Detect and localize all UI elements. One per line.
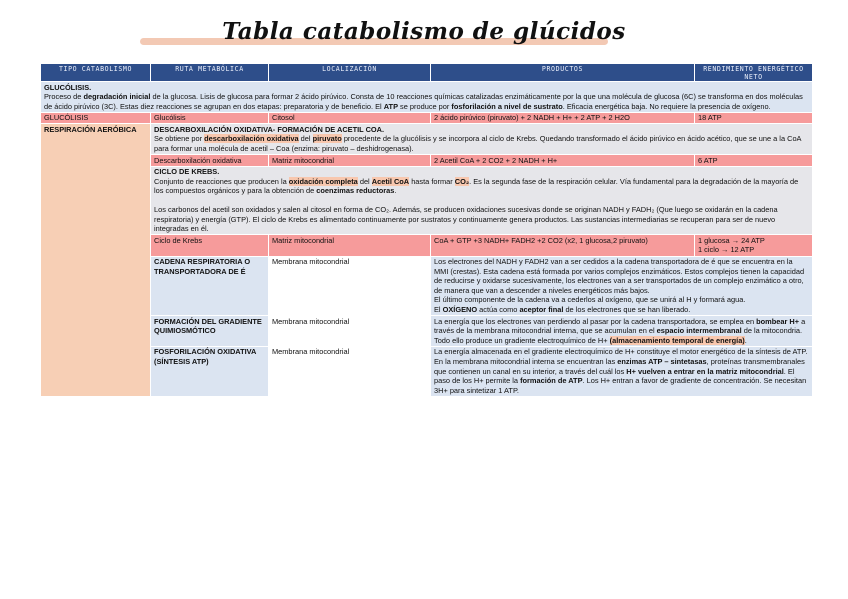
krebs-rendimiento: 1 glucosa → 24 ATP 1 ciclo → 12 ATP <box>695 235 813 256</box>
glucolisis-ruta: Glucólisis <box>151 112 269 124</box>
header-rendimiento: RENDIMIENTO ENERGÉTICO NETO <box>695 64 813 82</box>
descarb-ruta: Descarboxilación oxidativa <box>151 155 269 167</box>
krebs-paragraph-2: Los carbonos del acetil son oxidados y salen al citosol en forma de CO₂. Además, se producen oxidaciones sucesivas donde se originan NADH y FADH₂ (Que luego se oxidarán en la cadena respiratoria) y energía (GTP). El ciclo de Krebs es alimentado continuamente por sustratos y continuamente genera productos. Las sustancias intermediarias se recuperan para ser de nuevo integradas en él. <box>154 205 778 234</box>
cadena-productos: Los electrones del NADH y FADH2 van a ser cedidos a la cadena transportadora de é que se encuentra en la MMI (crestas). Esta cadena está formada por varios complejos enzimáticos. Estos complejos tienen la capacidad de reducirse y oxidarse sucesivamente, los electrones van a ser transportados de un complejo enzimático a otro, de manera que van a descender a niveles energéticos más bajos. El último componente de la cadena va a cederlos al oxígeno, que se unirá al H y formará agua. El OXÍGENO actúa como aceptor final de los electrones que se han liberado. <box>431 256 813 316</box>
glucolisis-data-row <box>41 112 813 124</box>
cadena-ruta: CADENA RESPIRATORIA O TRANSPORTADORA DE É <box>151 256 269 316</box>
descarb-data-row <box>41 155 813 167</box>
krebs-localizacion: Matriz mitocondrial <box>269 235 431 256</box>
catabolism-table <box>40 63 813 397</box>
descarb-description-row <box>41 124 813 155</box>
krebs-data-row <box>41 235 813 256</box>
header-localizacion: LOCALIZACIÓN <box>269 64 431 82</box>
header-row <box>41 64 813 82</box>
fosfo-ruta: FOSFORILACIÓN OXIDATIVA (SÍNTESIS ATP) <box>151 346 269 396</box>
descarb-heading: DESCARBOXILACIÓN OXIDATIVA- FORMACIÓN DE ACETIL COA. <box>154 124 385 134</box>
header-ruta: RUTA METABÓLICA <box>151 64 269 82</box>
quimio-productos: La energía que los electrones van perdiendo al pasar por la cadena transportadora, se emplea en bombear H+ a través de la membrana mitocondrial interna, que se acumulan en el espacio intermembranal de la mitocondria. Todo ello produce un gradiente electroquímico de H+ (almacenamiento temporal de energía). <box>431 316 813 347</box>
cadena-localizacion: Membrana mitocondrial <box>269 256 431 316</box>
glucolisis-description: GLUCÓLISIS. Proceso de degradación inicial de la glucosa. Lisis de glucosa para formar 2 ácido pirúvico. Consta de 10 reacciones químicas catalizadas enzimáticamente por la que una molécula de glucosa (6C) se transforma en dos moléculas de ácido pirúvico (3C). Estas diez reacciones se agrupan en dos etapas: preparatoria y de beneficio. El ATP se produce por fosforilación a nivel de sustrato. Eficacia energética baja. No requiere la presencia de oxígeno. <box>41 82 813 113</box>
header-productos: PRODUCTOS <box>431 64 695 82</box>
header-tipo: TIPO CATABOLISMO <box>41 64 151 82</box>
krebs-productos: CoA + GTP +3 NADH+ FADH2 +2 CO2 (x2, 1 glucosa,2 piruvato) <box>431 235 695 256</box>
spacer-row <box>41 396 813 397</box>
glucolisis-tipo: GLUCÓLISIS <box>41 112 151 124</box>
page-title: Tabla catabolismo de glúcidos <box>222 18 626 45</box>
respiracion-tipo: RESPIRACIÓN AERÓBICA <box>41 124 151 397</box>
krebs-ruta: Ciclo de Krebs <box>151 235 269 256</box>
cadena-row <box>41 256 813 316</box>
glucolisis-description-row <box>41 82 813 113</box>
glucolisis-localizacion: Citosol <box>269 112 431 124</box>
descarb-productos: 2 Acetil CoA + 2 CO2 + 2 NADH + H+ <box>431 155 695 167</box>
glucolisis-rendimiento: 18 ATP <box>695 112 813 124</box>
krebs-description: CICLO DE KREBS. Conjunto de reacciones que producen la oxidación completa del Acetil CoA hasta formar CO₂. Es la segunda fase de la respiración celular. Vía fundamental para la degradación de la mayoría de los compuestos orgánicos y para la obtención de coenzimas reductoras. Los carbonos del acetil son oxidados y salen al citosol en forma de CO₂. Además, se producen oxidaciones sucesivas donde se originan NADH y FADH₂ (Que luego se oxidarán en la cadena respiratoria) y energía (GTP). El ciclo de Krebs es alimentado continuamente por sustratos y continuamente genera productos. Las sustancias intermediarias se recuperan para ser de nuevo integradas en él. <box>151 166 813 235</box>
fosfo-localizacion: Membrana mitocondrial <box>269 346 431 396</box>
descarb-rendimiento: 6 ATP <box>695 155 813 167</box>
title-block <box>0 0 848 62</box>
fosfo-row <box>41 346 813 396</box>
glucolisis-heading: GLUCÓLISIS. <box>44 82 92 92</box>
fosfo-productos: La energía almacenada en el gradiente electroquímico de H+ constituye el motor energético de la síntesis de ATP. En la membrana mitocondrial interna se encuentran las enzimas ATP – sintetasas, proteínas transmembranales que contienen un canal en su interior, a través del cuál los H+ vuelven a entrar en la matriz mitocondrial. El paso de los H+ permite la formación de ATP. Los H+ entran a favor de gradiente de concentración. Se necesitan 3H+ para sintetizar 1 ATP. <box>431 346 813 396</box>
glucolisis-productos: 2 ácido pirúvico (piruvato) + 2 NADH + H+ + 2 ATP + 2 H2O <box>431 112 695 124</box>
krebs-heading: CICLO DE KREBS. <box>154 167 220 177</box>
quimio-row <box>41 316 813 347</box>
krebs-description-row <box>41 166 813 235</box>
descarb-description: DESCARBOXILACIÓN OXIDATIVA- FORMACIÓN DE ACETIL COA. Se obtiene por descarboxilación oxidativa del piruvato procedente de la glucólisis y se incorpora al ciclo de Krebs. Quedando transformado el ácido pirúvico en ácido acético, que se une a la CoA para formar una molécula de acetil – Coa (enzima: piruvato – deshidrogenasa). <box>151 124 813 155</box>
quimio-ruta: FORMACIÓN DEL GRADIENTE QUIMIOSMÓTICO <box>151 316 269 347</box>
descarb-localizacion: Matriz mitocondrial <box>269 155 431 167</box>
quimio-localizacion: Membrana mitocondrial <box>269 316 431 347</box>
